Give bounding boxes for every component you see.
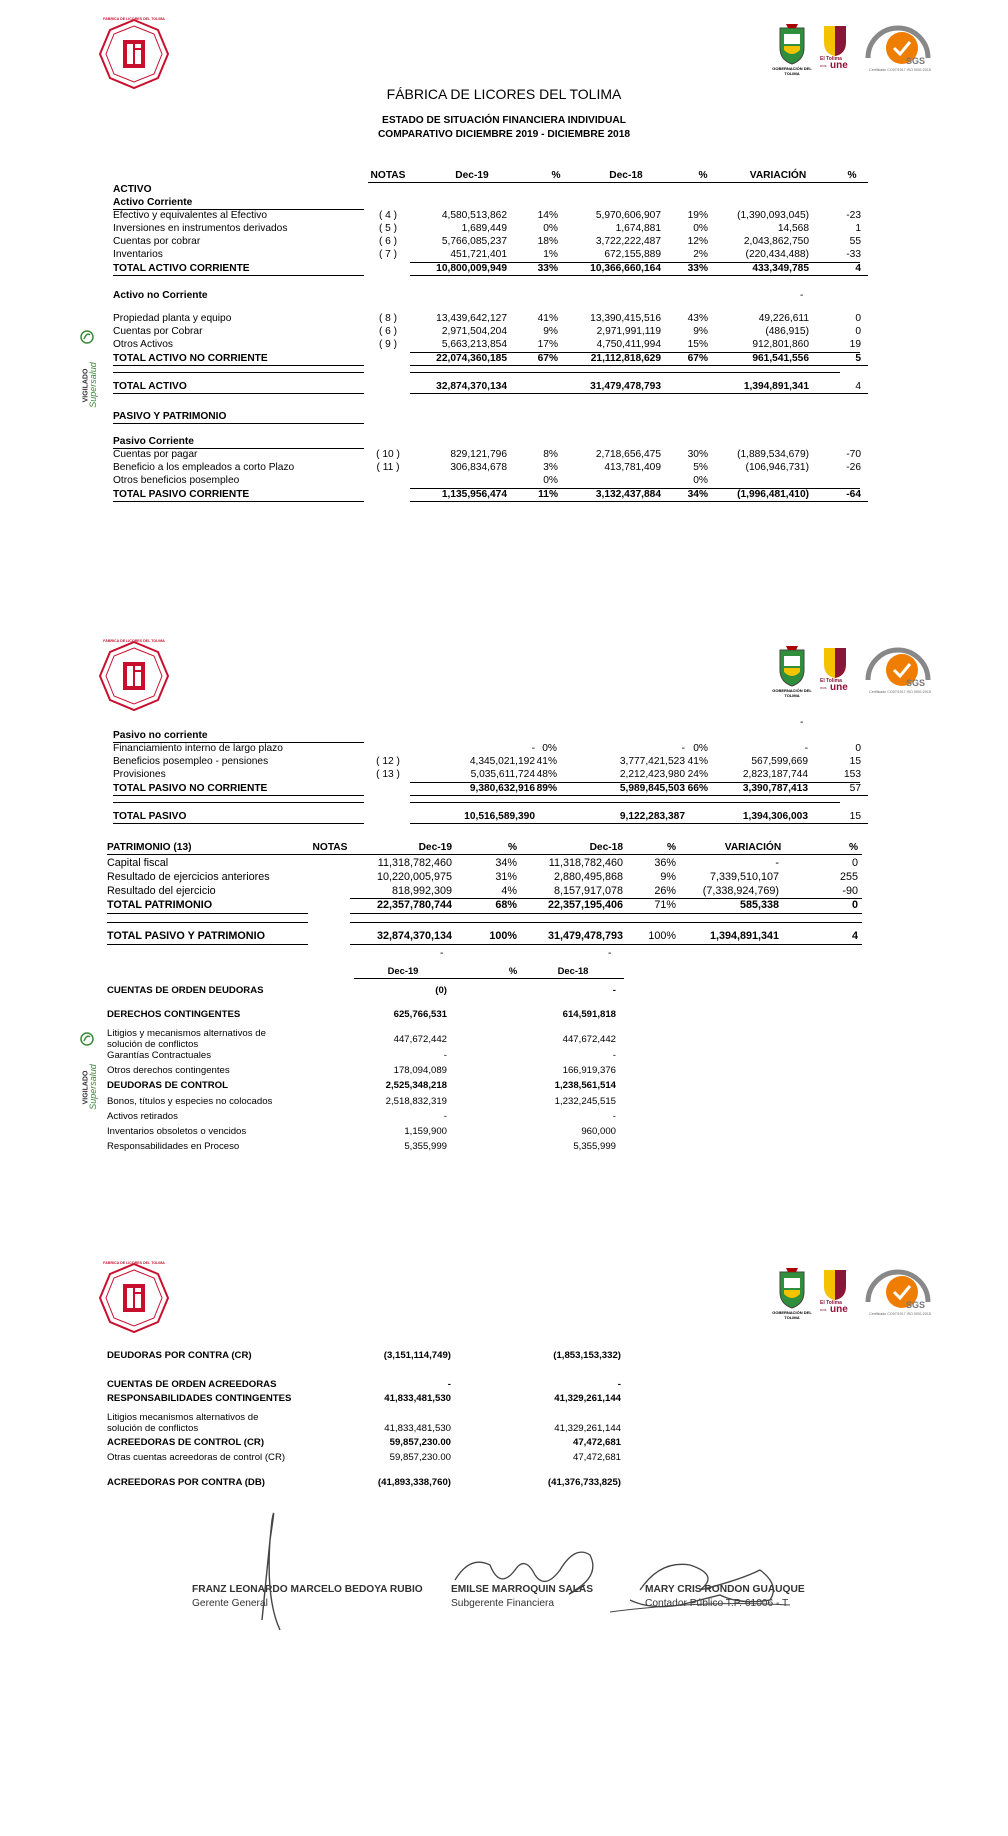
anc-row-label: Propiedad planta y equipo <box>113 313 232 324</box>
pat-col-pct18: % <box>666 842 676 853</box>
pc-row-pct-var: -70 <box>846 449 861 460</box>
total-pnc-dec18: 5,989,845,503 <box>619 783 685 794</box>
tolima-une-text-3: une <box>830 60 848 71</box>
ac-row-pct-var: -23 <box>846 210 861 221</box>
pat-row-dec19: 10,220,005,975 <box>376 871 452 883</box>
pat-row-dec19: 11,318,782,460 <box>377 857 452 869</box>
total-pyp-pct-var: 4 <box>851 930 858 942</box>
supersalud-text: Supersalud <box>88 362 98 408</box>
signature-name: MARY CRIS RONDON GUAUQUE <box>645 1584 805 1595</box>
anc-row-dec18: 13,390,415,516 <box>590 313 661 324</box>
pc-row-pct-var: -26 <box>846 462 861 473</box>
pnc-row-label: Financiamiento interno de largo plazo <box>113 743 283 754</box>
anc-row-pct-var: 0 <box>855 313 861 324</box>
tolima-une-text-1: El Tolima <box>820 678 842 684</box>
total-pat-pct-var: 0 <box>851 899 858 911</box>
signature-3-underline <box>610 1604 790 1612</box>
total-anc-variacion: 961,541,556 <box>752 353 809 364</box>
p3-label: ACREEDORAS POR CONTRA (DB) <box>107 1477 265 1488</box>
orden-dec18: 614,591,818 <box>562 1009 616 1020</box>
pat-row-label: Resultado de ejercicios anteriores <box>107 871 270 883</box>
anc-row-nota: ( 6 ) <box>378 326 398 337</box>
ac-row-dec19: 1,689,449 <box>461 223 507 234</box>
pnc-row-variacion: 567,599,669 <box>751 756 808 767</box>
pat-row-label: Resultado del ejercicio <box>107 885 216 897</box>
pc-row-variacion: (1,889,534,679) <box>737 449 809 460</box>
total-anc-pct-var: 5 <box>855 353 861 364</box>
tolima-une-text-2: nos <box>820 685 827 690</box>
p3-label: DEUDORAS POR CONTRA (CR) <box>107 1350 252 1361</box>
ac-row-nota: ( 4 ) <box>378 210 398 221</box>
anc-row-dec18: 4,750,411,994 <box>596 339 661 350</box>
total-anc-label: TOTAL ACTIVO NO CORRIENTE <box>113 353 268 364</box>
total-pyp-dec19: 32,874,370,134 <box>376 930 452 942</box>
pc-row-pct18: 5% <box>693 462 708 473</box>
orden-dec19: 625,766,531 <box>393 1009 447 1020</box>
pat-row-pct18: 36% <box>654 857 676 869</box>
p3-dec19: (3,151,114,749) <box>383 1350 451 1361</box>
pnc-row-pct19: 0% <box>542 743 557 754</box>
pat-col-notas: NOTAS <box>312 842 348 853</box>
pnc-row-dec18: 3,777,421,523 <box>619 756 685 767</box>
p3-label: ACREEDORAS DE CONTROL (CR) <box>107 1437 265 1448</box>
total-pnc-pct18: 66% <box>687 783 708 794</box>
total-anc-pct19: 67% <box>537 353 558 364</box>
total-pyp-dec18: 31,479,478,793 <box>547 930 623 942</box>
pat-row-variacion: 7,339,510,107 <box>709 871 779 883</box>
total-pnc-variacion: 3,390,787,413 <box>742 783 808 794</box>
dash-marker: - <box>800 290 804 301</box>
col-pct19: % <box>551 170 561 181</box>
pat-row-pct-var: 255 <box>839 871 858 883</box>
orden-dec18: - <box>612 1111 616 1122</box>
p3-dec19: 59,857,230.00 <box>389 1452 451 1463</box>
tolima-une-text-2: nos <box>820 1307 827 1312</box>
pat-row-pct19: 4% <box>501 885 517 897</box>
anc-row-dec19: 5,663,213,854 <box>441 339 507 350</box>
pat-row-pct-var: -90 <box>842 885 858 897</box>
anc-row-variacion: 912,801,860 <box>752 339 809 350</box>
total-pnc-label: TOTAL PASIVO NO CORRIENTE <box>113 783 268 794</box>
orden-label: DEUDORAS DE CONTROL <box>107 1080 228 1091</box>
pnc-row-nota: ( 13 ) <box>376 769 400 780</box>
fabrica-logo-text: FÁBRICA DE LICORES DEL TOLIMA <box>103 639 165 643</box>
pat-row-pct19: 34% <box>495 857 517 869</box>
p3-dec18: - <box>617 1379 621 1390</box>
orden-dec19: 447,672,442 <box>393 1034 447 1045</box>
col-notas: NOTAS <box>370 170 406 181</box>
ac-row-dec18: 672,155,889 <box>604 249 661 260</box>
p3-label-2: solución de conflictos <box>107 1423 199 1434</box>
dash-marker: - <box>800 717 804 728</box>
anc-row-label: Cuentas por Cobrar <box>113 326 203 337</box>
col-dec19: Dec-19 <box>455 170 489 181</box>
orden-dec18: 1,238,561,514 <box>554 1080 616 1091</box>
total-pc-pct18: 34% <box>687 489 708 500</box>
pc-row-label: Beneficio a los empleados a corto Plazo <box>113 462 295 473</box>
col-pctvar: % <box>847 170 857 181</box>
pat-row-dec19: 818,992,309 <box>391 885 452 897</box>
sgs-cert-text: Certificado CO07/1917 ISO 9001:2015 <box>869 690 931 694</box>
total-pat-pct19: 68% <box>495 899 517 911</box>
section-pasivo-patrimonio: PASIVO Y PATRIMONIO <box>113 411 227 422</box>
signature-3-scribble <box>630 1564 773 1606</box>
pc-row-pct19: 0% <box>543 475 558 486</box>
ac-row-variacion: (220,434,488) <box>745 249 809 260</box>
ac-row-pct-var: 1 <box>855 223 861 234</box>
orden-dec18: 1,232,245,515 <box>554 1096 616 1107</box>
pat-col-pct19: % <box>507 842 517 853</box>
col-dec18: Dec-18 <box>609 170 643 181</box>
p3-dec18: 41,329,261,144 <box>554 1423 621 1434</box>
p3-label: RESPONSABILIDADES CONTINGENTES <box>107 1393 292 1404</box>
ac-row-label: Efectivo y equivalentes al Efectivo <box>113 210 268 221</box>
section-pasivo-no-corriente: Pasivo no corriente <box>113 730 208 741</box>
total-pat-pct18: 71% <box>654 899 676 911</box>
total-pyp-pct18: 100% <box>648 930 676 942</box>
total-activo-dec19: 32,874,370,134 <box>436 381 507 392</box>
tolima-une-text-2: nos <box>820 63 827 68</box>
total-pyp-pct19: 100% <box>489 930 517 942</box>
p3-dec19: 41,833,481,530 <box>384 1423 451 1434</box>
signature-name: EMILSE MARROQUIN SALAS <box>451 1584 594 1595</box>
ac-row-nota: ( 6 ) <box>378 236 398 247</box>
total-ac-label: TOTAL ACTIVO CORRIENTE <box>113 263 250 274</box>
ac-row-label: Cuentas por cobrar <box>113 236 201 247</box>
pat-row-pct18: 9% <box>660 871 676 883</box>
total-anc-pct18: 67% <box>687 353 708 364</box>
total-pasivo-dec19: 10,516,589,390 <box>464 811 535 822</box>
total-ac-dec19: 10,800,009,949 <box>436 263 507 274</box>
signature-role: Contador Público T.P. 61006 - T <box>645 1598 789 1609</box>
pat-col-dec18: Dec-18 <box>589 842 623 853</box>
pat-col-dec19: Dec-19 <box>418 842 452 853</box>
pc-row-dec18: 413,781,409 <box>604 462 661 473</box>
orden-dec18: 960,000 <box>581 1126 616 1137</box>
total-activo-pct: 4 <box>855 381 861 392</box>
sgs-text: SGS <box>906 1300 926 1310</box>
tolima-une-text-3: une <box>830 1304 848 1315</box>
signature-1-scribble <box>262 1513 280 1630</box>
pc-row-dec19: 306,834,678 <box>450 462 507 473</box>
total-pc-dec18: 3,132,437,884 <box>595 489 661 500</box>
pc-row-variacion: (106,946,731) <box>745 462 809 473</box>
vigilado-text: VIGILADO <box>82 368 90 403</box>
anc-row-pct19: 17% <box>537 339 558 350</box>
ac-row-dec19: 451,721,401 <box>450 249 507 260</box>
anc-row-dec19: 13,439,642,127 <box>436 313 507 324</box>
ac-row-pct-var: -33 <box>846 249 861 260</box>
signature-role: Gerente General <box>192 1598 268 1609</box>
patrimonio-header: PATRIMONIO (13) <box>107 842 192 853</box>
anc-row-pct-var: 0 <box>855 326 861 337</box>
p3-dec19: - <box>447 1379 451 1390</box>
pc-row-nota: ( 10 ) <box>376 449 400 460</box>
pat-col-variacion: VARIACIÓN <box>724 842 782 853</box>
report-title: ESTADO DE SITUACIÓN FINANCIERA INDIVIDUAL <box>382 115 626 126</box>
pnc-row-pct18: 0% <box>693 743 708 754</box>
pat-row-pct-var: 0 <box>851 857 858 869</box>
orden-col-dec19: Dec-19 <box>387 965 419 976</box>
report-subtitle: COMPARATIVO DICIEMBRE 2019 - DICIEMBRE 2018 <box>377 129 631 140</box>
orden-dec19: 1,159,900 <box>404 1126 447 1137</box>
pat-col-pctvar: % <box>848 842 858 853</box>
pat-row-dec18: 8,157,917,078 <box>553 885 623 897</box>
pnc-row-pct19: 48% <box>536 769 557 780</box>
pnc-row-dec19: 5,035,611,724 <box>470 769 535 780</box>
pat-row-pct19: 31% <box>495 871 517 883</box>
pnc-row-label: Provisiones <box>113 769 166 780</box>
sgs-text: SGS <box>906 678 926 688</box>
p3-dec19: (41,893,338,760) <box>377 1477 451 1488</box>
total-pasivo-pct: 15 <box>849 811 861 822</box>
anc-row-pct-var: 19 <box>849 339 861 350</box>
pnc-row-dec19: 4,345,021,192 <box>469 756 535 767</box>
p3-dec18: 47,472,681 <box>572 1437 621 1448</box>
ac-row-pct18: 2% <box>693 249 708 260</box>
company-title: FÁBRICA DE LICORES DEL TOLIMA <box>386 86 622 102</box>
p3-dec18: (1,853,153,332) <box>553 1350 621 1361</box>
ac-row-dec18: 3,722,222,487 <box>595 236 661 247</box>
pc-row-dec18: 2,718,656,475 <box>595 449 661 460</box>
ac-row-variacion: (1,390,093,045) <box>737 210 809 221</box>
pat-row-dec18: 11,318,782,460 <box>548 857 623 869</box>
total-activo-label: TOTAL ACTIVO <box>113 381 187 392</box>
total-pnc-pct-var: 57 <box>849 783 861 794</box>
pc-row-pct18: 30% <box>687 449 708 460</box>
gobernacion-text: GOBERNACIÓN DEL TOLIMA <box>772 66 812 76</box>
pat-row-pct18: 26% <box>654 885 676 897</box>
orden-dec19: (0) <box>435 985 447 996</box>
pnc-row-nota: ( 12 ) <box>376 756 400 767</box>
orden-label: Activos retirados <box>107 1111 178 1122</box>
fabrica-logo-text: FÁBRICA DE LICORES DEL TOLIMA <box>103 17 165 21</box>
p3-dec18: 41,329,261,144 <box>554 1393 621 1404</box>
p3-label: CUENTAS DE ORDEN ACREEDORAS <box>107 1379 277 1390</box>
pat-row-dec18: 2,880,495,868 <box>553 871 623 883</box>
orden-label: Inventarios obsoletos o vencidos <box>107 1126 247 1137</box>
orden-label-2: solución de conflictos <box>107 1039 199 1050</box>
anc-row-dec19: 2,971,504,204 <box>441 326 507 337</box>
sgs-text: SGS <box>906 56 926 66</box>
pnc-row-pct-var: 15 <box>849 756 861 767</box>
dash-marker: - <box>608 948 612 959</box>
ac-row-pct18: 0% <box>693 223 708 234</box>
signature-role: Subgerente Financiera <box>451 1598 555 1609</box>
total-pyp-label: TOTAL PASIVO Y PATRIMONIO <box>107 930 265 942</box>
vigilado-text: VIGILADO <box>82 1070 90 1105</box>
p3-dec19: 41,833,481,530 <box>384 1393 451 1404</box>
total-pc-dec19: 1,135,956,474 <box>441 489 507 500</box>
signature-name: FRANZ LEONARDO MARCELO BEDOYA RUBIO <box>192 1584 423 1595</box>
orden-dec18: 5,355,999 <box>573 1141 616 1152</box>
p3-dec18: 47,472,681 <box>572 1452 621 1463</box>
pnc-row-variacion: 2,823,187,744 <box>742 769 808 780</box>
ac-row-nota: ( 7 ) <box>378 249 398 260</box>
anc-row-variacion: 49,226,611 <box>758 313 809 324</box>
orden-col-dec18: Dec-18 <box>557 965 589 976</box>
total-pat-dec18: 22,357,195,406 <box>547 899 623 911</box>
p3-dec18: (41,376,733,825) <box>547 1477 621 1488</box>
signature-2-scribble <box>455 1552 593 1594</box>
pnc-row-label: Beneficios posempleo - pensiones <box>113 756 269 767</box>
total-pc-label: TOTAL PASIVO CORRIENTE <box>113 489 250 500</box>
sgs-cert-text: Certificado CO07/1917 ISO 9001:2015 <box>869 1312 931 1316</box>
orden-label: Bonos, títulos y especies no colocados <box>107 1096 273 1107</box>
p3-dec19: 59,857,230.00 <box>389 1437 451 1448</box>
orden-label: CUENTAS DE ORDEN DEUDORAS <box>107 985 264 996</box>
tolima-une-text-3: une <box>830 682 848 693</box>
orden-dec18: - <box>612 1050 616 1061</box>
pnc-row-dec18: - <box>681 743 685 754</box>
total-anc-dec18: 21,112,818,629 <box>590 353 661 364</box>
anc-row-pct18: 9% <box>693 326 708 337</box>
ac-row-nota: ( 5 ) <box>378 223 398 234</box>
p3-label: Otras cuentas acreedoras de control (CR) <box>107 1452 286 1463</box>
total-pasivo-label: TOTAL PASIVO <box>113 811 187 822</box>
total-ac-dec18: 10,366,660,164 <box>590 263 661 274</box>
orden-dec19: - <box>443 1050 447 1061</box>
orden-dec18: 447,672,442 <box>562 1034 616 1045</box>
col-variacion: VARIACIÓN <box>749 170 807 181</box>
p3-label: Litigios mecanismos alternativos de <box>107 1412 259 1423</box>
gobernacion-text: GOBERNACIÓN DEL TOLIMA <box>772 688 812 698</box>
pat-row-variacion: (7,338,924,769) <box>702 885 779 897</box>
ac-row-dec18: 1,674,881 <box>615 223 661 234</box>
total-pat-label: TOTAL PATRIMONIO <box>107 899 213 911</box>
pc-row-label: Otros beneficios posempleo <box>113 475 240 486</box>
orden-dec18: 166,919,376 <box>562 1065 616 1076</box>
col-pct18: % <box>698 170 708 181</box>
total-pyp-variacion: 1,394,891,341 <box>709 930 779 942</box>
pnc-row-pct18: 24% <box>687 769 708 780</box>
orden-label: Responsabilidades en Proceso <box>107 1141 240 1152</box>
anc-row-label: Otros Activos <box>113 339 174 350</box>
total-pat-dec19: 22,357,780,744 <box>376 899 452 911</box>
ac-row-label: Inventarios <box>113 249 163 260</box>
gobernacion-text: GOBERNACIÓN DEL TOLIMA <box>772 1310 812 1320</box>
total-activo-dec18: 31,479,478,793 <box>590 381 661 392</box>
pc-row-nota: ( 11 ) <box>376 462 400 473</box>
orden-label: DERECHOS CONTINGENTES <box>107 1009 241 1020</box>
total-pnc-dec19: 9,380,632,916 <box>469 783 535 794</box>
section-pasivo-corriente: Pasivo Corriente <box>113 436 194 447</box>
ac-row-pct19: 0% <box>543 223 558 234</box>
total-pat-variacion: 585,338 <box>739 899 779 911</box>
total-anc-dec19: 22,074,360,185 <box>436 353 507 364</box>
ac-row-pct18: 12% <box>687 236 708 247</box>
orden-label: Otros derechos contingentes <box>107 1065 230 1076</box>
pc-row-dec19: 829,121,796 <box>450 449 507 460</box>
total-pc-pct-var: -64 <box>846 489 861 500</box>
pnc-row-variacion: - <box>804 743 808 754</box>
ac-row-pct19: 18% <box>537 236 558 247</box>
anc-row-pct19: 9% <box>543 326 558 337</box>
pc-row-pct18: 0% <box>693 475 708 486</box>
ac-row-dec19: 5,766,085,237 <box>441 236 507 247</box>
sgs-cert-text: Certificado CO07/1917 ISO 9001:2015 <box>869 68 931 72</box>
pnc-row-pct-var: 0 <box>855 743 861 754</box>
tolima-une-text-1: El Tolima <box>820 56 842 62</box>
total-ac-pct19: 33% <box>537 263 558 274</box>
total-ac-pct18: 33% <box>687 263 708 274</box>
orden-dec19: 5,355,999 <box>404 1141 447 1152</box>
pat-row-label: Capital fiscal <box>107 857 169 869</box>
ac-row-variacion: 14,568 <box>777 223 809 234</box>
section-activo-corriente: Activo Corriente <box>113 197 193 208</box>
anc-row-variacion: (486,915) <box>765 326 809 337</box>
orden-dec19: 2,518,832,319 <box>385 1096 447 1107</box>
orden-dec19: 178,094,089 <box>393 1065 447 1076</box>
anc-row-pct18: 43% <box>687 313 708 324</box>
pnc-row-dec18: 2,212,423,980 <box>619 769 685 780</box>
pnc-row-pct-var: 153 <box>844 769 861 780</box>
anc-row-pct18: 15% <box>687 339 708 350</box>
anc-row-nota: ( 9 ) <box>378 339 398 350</box>
supersalud-text: Supersalud <box>88 1064 98 1110</box>
anc-row-nota: ( 8 ) <box>378 313 398 324</box>
total-pnc-pct19: 89% <box>536 783 557 794</box>
ac-row-dec18: 5,970,606,907 <box>595 210 661 221</box>
total-pc-pct19: 11% <box>538 489 558 500</box>
pnc-row-pct18: 41% <box>687 756 708 767</box>
ac-row-dec19: 4,580,513,862 <box>441 210 507 221</box>
ac-row-label: Inversiones en instrumentos derivados <box>113 223 288 234</box>
section-activo-no-corriente: Activo no Corriente <box>113 290 208 301</box>
pnc-row-pct19: 41% <box>536 756 557 767</box>
pc-row-label: Cuentas por pagar <box>113 449 198 460</box>
anc-row-pct19: 41% <box>537 313 558 324</box>
pc-row-pct19: 8% <box>543 449 558 460</box>
total-pasivo-variacion: 1,394,306,003 <box>742 811 808 822</box>
ac-row-pct19: 1% <box>543 249 558 260</box>
anc-row-dec18: 2,971,991,119 <box>596 326 661 337</box>
pnc-row-dec19: - <box>531 743 535 754</box>
ac-row-pct18: 19% <box>687 210 708 221</box>
ac-row-pct19: 14% <box>537 210 558 221</box>
total-pasivo-dec18: 9,122,283,387 <box>619 811 685 822</box>
total-ac-pct-var: 4 <box>855 263 861 274</box>
section-activo: ACTIVO <box>113 184 152 195</box>
total-pc-variacion: (1,996,481,410) <box>737 489 809 500</box>
dash-marker: - <box>440 948 444 959</box>
fabrica-logo-text: FÁBRICA DE LICORES DEL TOLIMA <box>103 1261 165 1265</box>
total-activo-variacion: 1,394,891,341 <box>743 381 809 392</box>
ac-row-variacion: 2,043,862,750 <box>743 236 809 247</box>
orden-dec19: - <box>443 1111 447 1122</box>
pat-row-variacion: - <box>775 857 779 869</box>
total-ac-variacion: 433,349,785 <box>752 263 809 274</box>
orden-col-pct: % <box>508 965 518 976</box>
pc-row-pct19: 3% <box>543 462 558 473</box>
orden-label: Garantías Contractuales <box>107 1050 211 1061</box>
orden-dec18: - <box>612 985 616 996</box>
orden-label: Litigios y mecanismos alternativos de <box>107 1028 266 1039</box>
ac-row-pct-var: 55 <box>849 236 861 247</box>
tolima-une-text-1: El Tolima <box>820 1300 842 1306</box>
orden-dec19: 2,525,348,218 <box>385 1080 447 1091</box>
